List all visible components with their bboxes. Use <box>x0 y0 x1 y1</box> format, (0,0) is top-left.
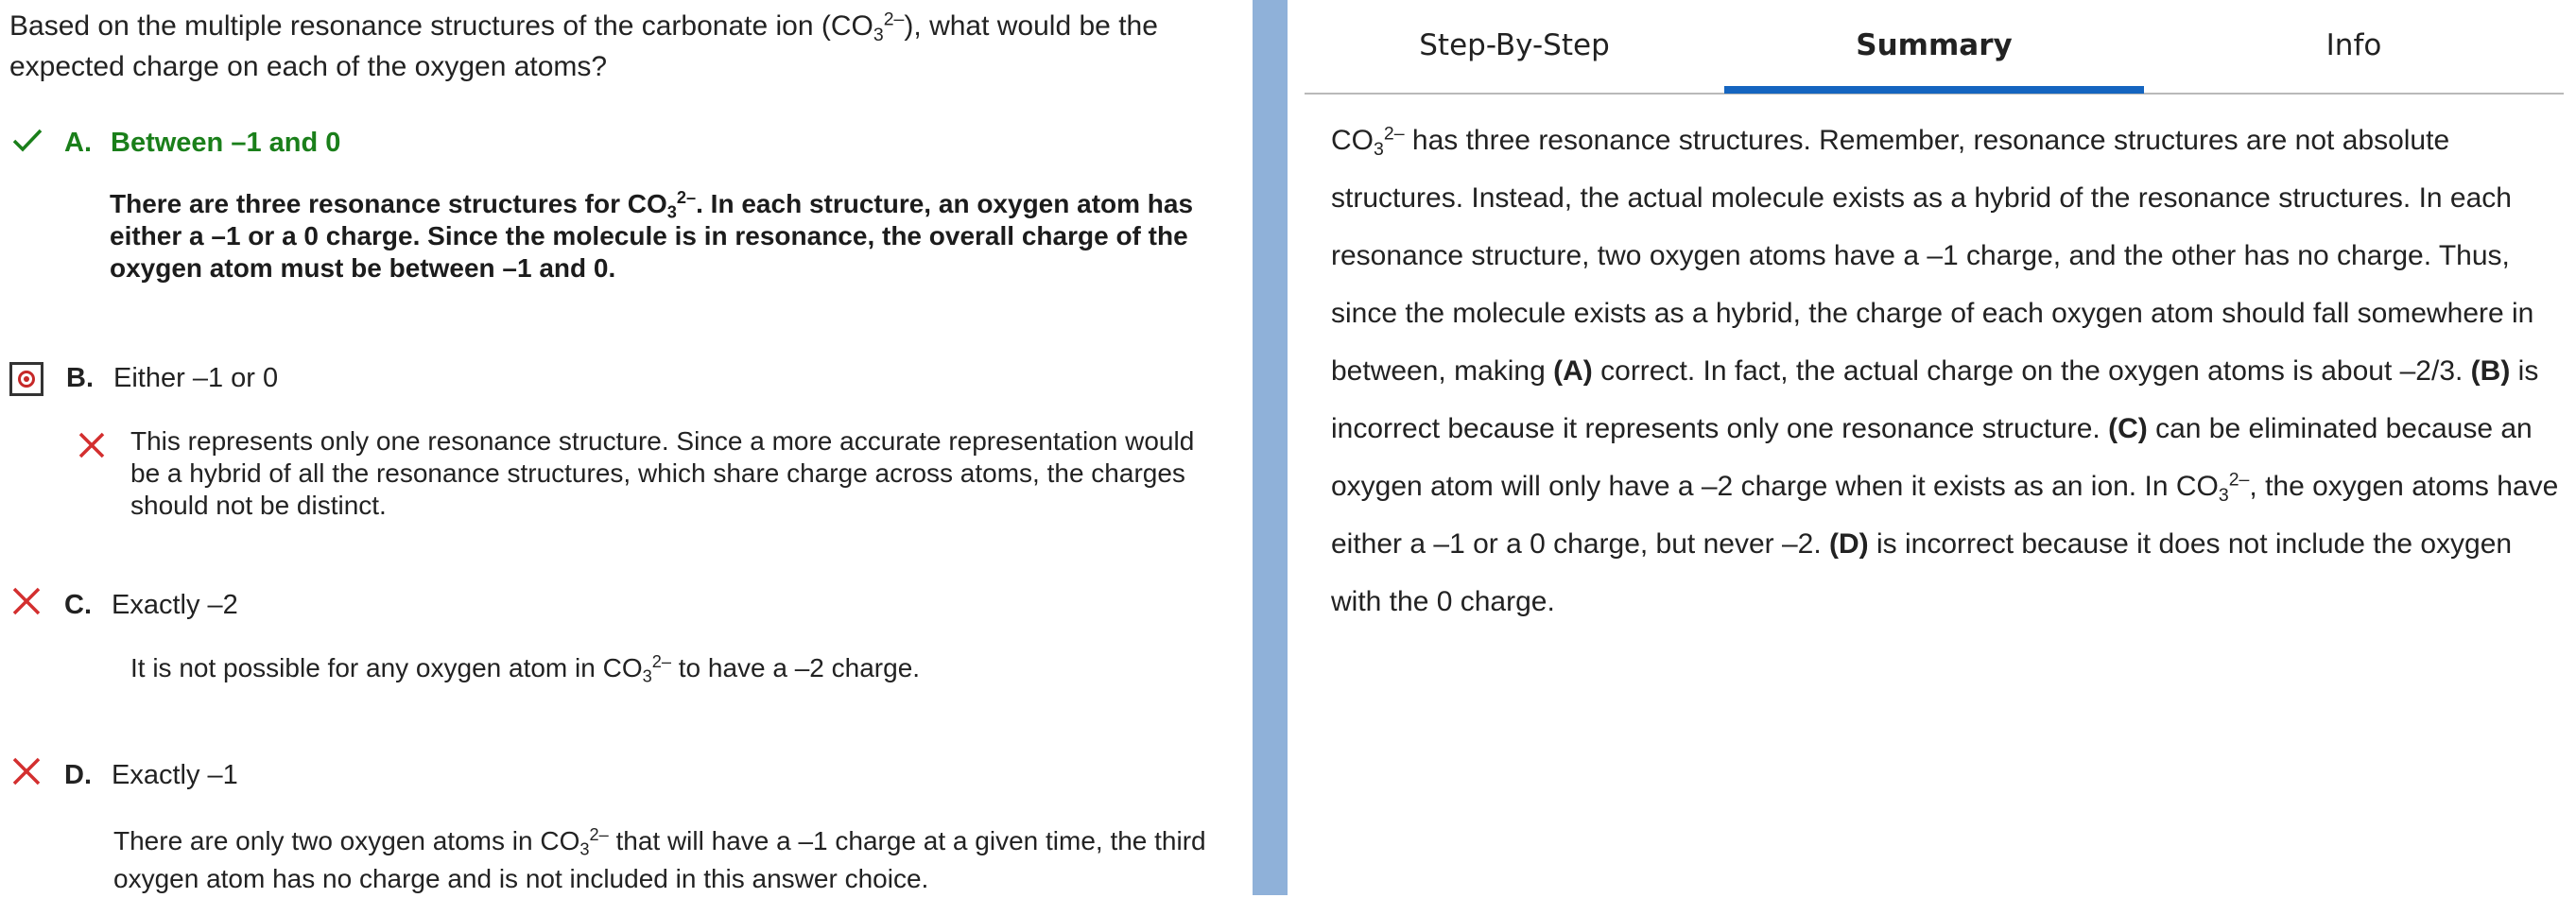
choice-a-letter: A. <box>64 128 92 158</box>
summary-text <box>1331 112 2560 630</box>
checkmark-icon <box>11 128 43 154</box>
panel-divider[interactable] <box>1253 0 1288 895</box>
explanation-tabs <box>1305 0 2564 95</box>
choice-b-letter: B. <box>66 363 94 393</box>
tab-step-by-step[interactable]: Step-By-Step <box>1419 28 1610 62</box>
summary-paragraph: $CO_3^{2-}$ has three resonance structures. Remember, resonance structures are not absolute structures. Instead, the actual molecule exists as a hybrid of the resonance structures. In each resonance structure, two oxygen atoms have a –1 charge, and the other has no charge. Thus, since the molecule exists as a hybrid, the charge of each oxygen atom should fall somewhere in between, making (A) correct. In fact, the actual charge on the oxygen atoms is about –2/3. (B) is incorrect because it represents only one resonance structure. (C) can be eliminated because an oxygen atom will only have a –2 charge when it exists as an ion. In $CO_3^{2-}$, the oxygen atoms have either a –1 or a 0 charge, but never –2. (D) is incorrect because it does not include the oxygen with the 0 charge. <box>1331 123 2559 617</box>
choice-b-explanation: This represents only one resonance structure. Since a more accurate representation would be a hybrid of all the resonance structures, which share charge across atoms, the charges should not be distinct. <box>130 426 1195 520</box>
choice-d-explanation: There are only two oxygen atoms in $CO_3^{2-}$ that will have a –1 charge at a given time, the third oxygen atom has no charge and is not included in this answer choice. <box>113 825 1206 893</box>
tab-info[interactable]: Info <box>2325 28 2382 62</box>
choice-d-letter: D. <box>64 760 92 790</box>
choice-a-text: Between –1 and 0 <box>111 128 341 158</box>
carbonate-formula: $CO_3^{2-}$ <box>602 652 671 686</box>
ref-choice-c: (C) <box>2108 413 2148 444</box>
choice-c-header[interactable] <box>0 586 1229 628</box>
carbonate-formula: $CO_3^{2-}$ <box>2175 469 2250 506</box>
question-panel <box>0 0 1253 895</box>
ref-choice-d: (D) <box>1829 528 1869 560</box>
active-tab-indicator <box>1724 86 2144 94</box>
choice-d-text: Exactly –1 <box>112 760 238 790</box>
question-text <box>9 6 1229 87</box>
radio-selected-icon[interactable] <box>9 362 43 396</box>
carbonate-formula: $CO_3^{2-}$ <box>1331 123 1405 160</box>
choice-c-explanation: It is not possible for any oxygen atom in $CO_3^{2-}$ to have a –2 charge. <box>130 652 921 686</box>
choice-a-header[interactable] <box>0 124 1229 165</box>
choice-c-text: Exactly –2 <box>112 590 238 620</box>
choice-b-header[interactable] <box>0 359 1229 401</box>
x-mark-icon <box>11 756 42 786</box>
carbonate-formula: $CO_3^{2-}$ <box>540 825 609 859</box>
tab-summary[interactable]: Summary <box>1856 28 2013 62</box>
x-mark-icon <box>78 431 106 459</box>
explanation-panel <box>1305 0 2571 895</box>
ref-choice-b: (B) <box>2470 355 2511 387</box>
ref-choice-a: (A) <box>1553 355 1593 387</box>
choice-c-letter: C. <box>64 590 92 620</box>
choice-a-explanation: There are three resonance structures for $CO_3^{2-}$. In each structure, an oxygen atom has either a –1 or a 0 charge. Since the molecule is in resonance, the overall charge of the oxygen atom must be between –1 and 0. <box>110 188 1194 283</box>
question-text-end: ), what would be the expected charge on each of the oxygen atoms? <box>9 10 1158 82</box>
choice-d-header[interactable] <box>0 756 1229 798</box>
carbonate-formula: $CO_3^{2-}$ <box>830 9 905 45</box>
question-text-start: Based on the multiple resonance structures of the carbonate ion ( <box>9 10 831 42</box>
choice-b-text: Either –1 or 0 <box>113 363 279 393</box>
x-mark-icon <box>11 586 42 616</box>
carbonate-formula: $CO_3^{2-}$ <box>627 188 697 222</box>
